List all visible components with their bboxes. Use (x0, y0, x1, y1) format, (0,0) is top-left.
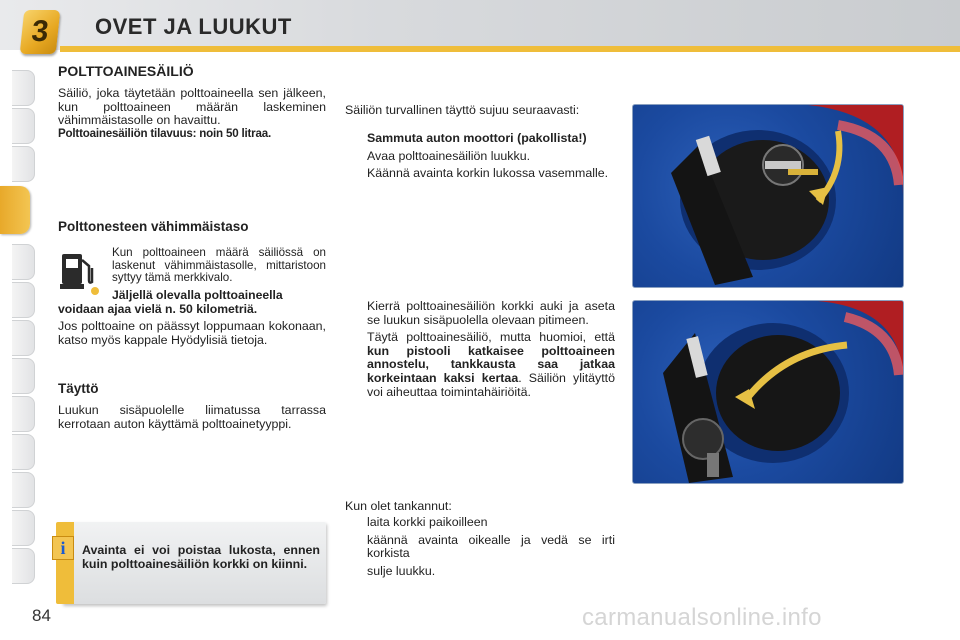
list-item: laita korkki paikoilleen (367, 515, 488, 529)
list-item: Käännä avainta korkin lukossa vasemmalle. (367, 166, 609, 181)
fill-steps-list (345, 132, 615, 181)
side-tab[interactable] (12, 146, 35, 182)
list-item: Sammuta auton moottori (pakollista!) (367, 131, 587, 145)
side-tab[interactable] (12, 472, 35, 508)
cap-steps-list (345, 300, 615, 399)
min-level-range-line2: voidaan ajaa vielä n. 50 kilometriä. (58, 302, 258, 316)
header-accent-line (60, 46, 960, 52)
tank-capacity: Polttoainesäiliön tilavuus: noin 50 litraa. (58, 127, 272, 140)
fuel-flap-key-photo (632, 104, 904, 288)
side-tab[interactable] (12, 396, 35, 432)
section-title: POLTTOAINESÄILIÖ (58, 63, 194, 79)
chapter-title: OVET JA LUUKUT (95, 14, 292, 39)
side-tab[interactable] (12, 510, 35, 546)
list-item: Kierrä polttoainesäiliön korkki auki ja aseta se luukun sisäpuolella olevaan pitimeen. (367, 299, 615, 327)
safe-fill-intro: Säiliön turvallinen täyttö sujuu seuraavasti: (345, 103, 580, 117)
side-tab[interactable] (12, 434, 35, 470)
min-level-range-line1: Jäljellä olevalla polttoaineella (112, 288, 283, 302)
page-number: 84 (32, 606, 51, 625)
fill-title: Täyttö (58, 381, 99, 396)
side-tab[interactable] (12, 358, 35, 394)
side-tab[interactable] (12, 70, 35, 106)
after-fill-intro: Kun olet tankannut: (345, 499, 452, 513)
min-level-text: Kun polttoaineen määrä säiliössä on laskenut vähimmäistasolle, mittaristoon syttyy tämä merkkivalo. (112, 246, 326, 285)
list-item: Täytä polttoainesäiliö, mutta huomioi, että kun pistooli katkaisee polttoaineen annostelu, tankkausta saa jatkaa korkeintaan kaksi kertaa. Säiliön ylitäyttö voi aiheuttaa toimintahäiriöitä. (367, 330, 615, 399)
info-icon: i (52, 536, 74, 560)
side-tab[interactable] (12, 108, 35, 144)
list-item: käännä avainta oikealle ja vedä se irti korkista (367, 532, 615, 561)
fuel-cap-holder-photo (632, 300, 904, 484)
watermark: carmanualsonline.info (582, 604, 822, 631)
side-tab-active[interactable] (0, 186, 30, 234)
fuel-pump-icon (60, 250, 100, 300)
side-tab[interactable] (12, 282, 35, 318)
intro-paragraph: Säiliö, joka täytetään polttoaineella sen jälkeen, kun polttoaineen määrän laskeminen vähimmäistasolle on havaittu. (58, 86, 326, 128)
info-text: Avainta ei voi poistaa lukosta, ennen kuin polttoainesäiliön korkki on kiinni. (82, 543, 320, 571)
side-tab[interactable] (12, 244, 35, 280)
min-level-run-out-text: Jos polttoaine on päässyt loppumaan kokonaan, katso myös kappale Hyödylisiä tietoja. (58, 319, 326, 347)
fill-text: Luukun sisäpuolelle liimatussa tarrassa kerrotaan auton käyttämä polttoainetyyppi. (58, 403, 326, 431)
chapter-number-badge: 3 (20, 10, 61, 54)
list-item: sulje luukku. (367, 563, 436, 578)
list-item: Avaa polttoainesäiliön luukku. (367, 148, 531, 163)
after-fill-list (345, 516, 615, 578)
side-tab[interactable] (12, 548, 35, 584)
min-level-title: Polttonesteen vähimmäistaso (58, 219, 249, 234)
side-tab[interactable] (12, 320, 35, 356)
info-box-strip (56, 522, 74, 604)
